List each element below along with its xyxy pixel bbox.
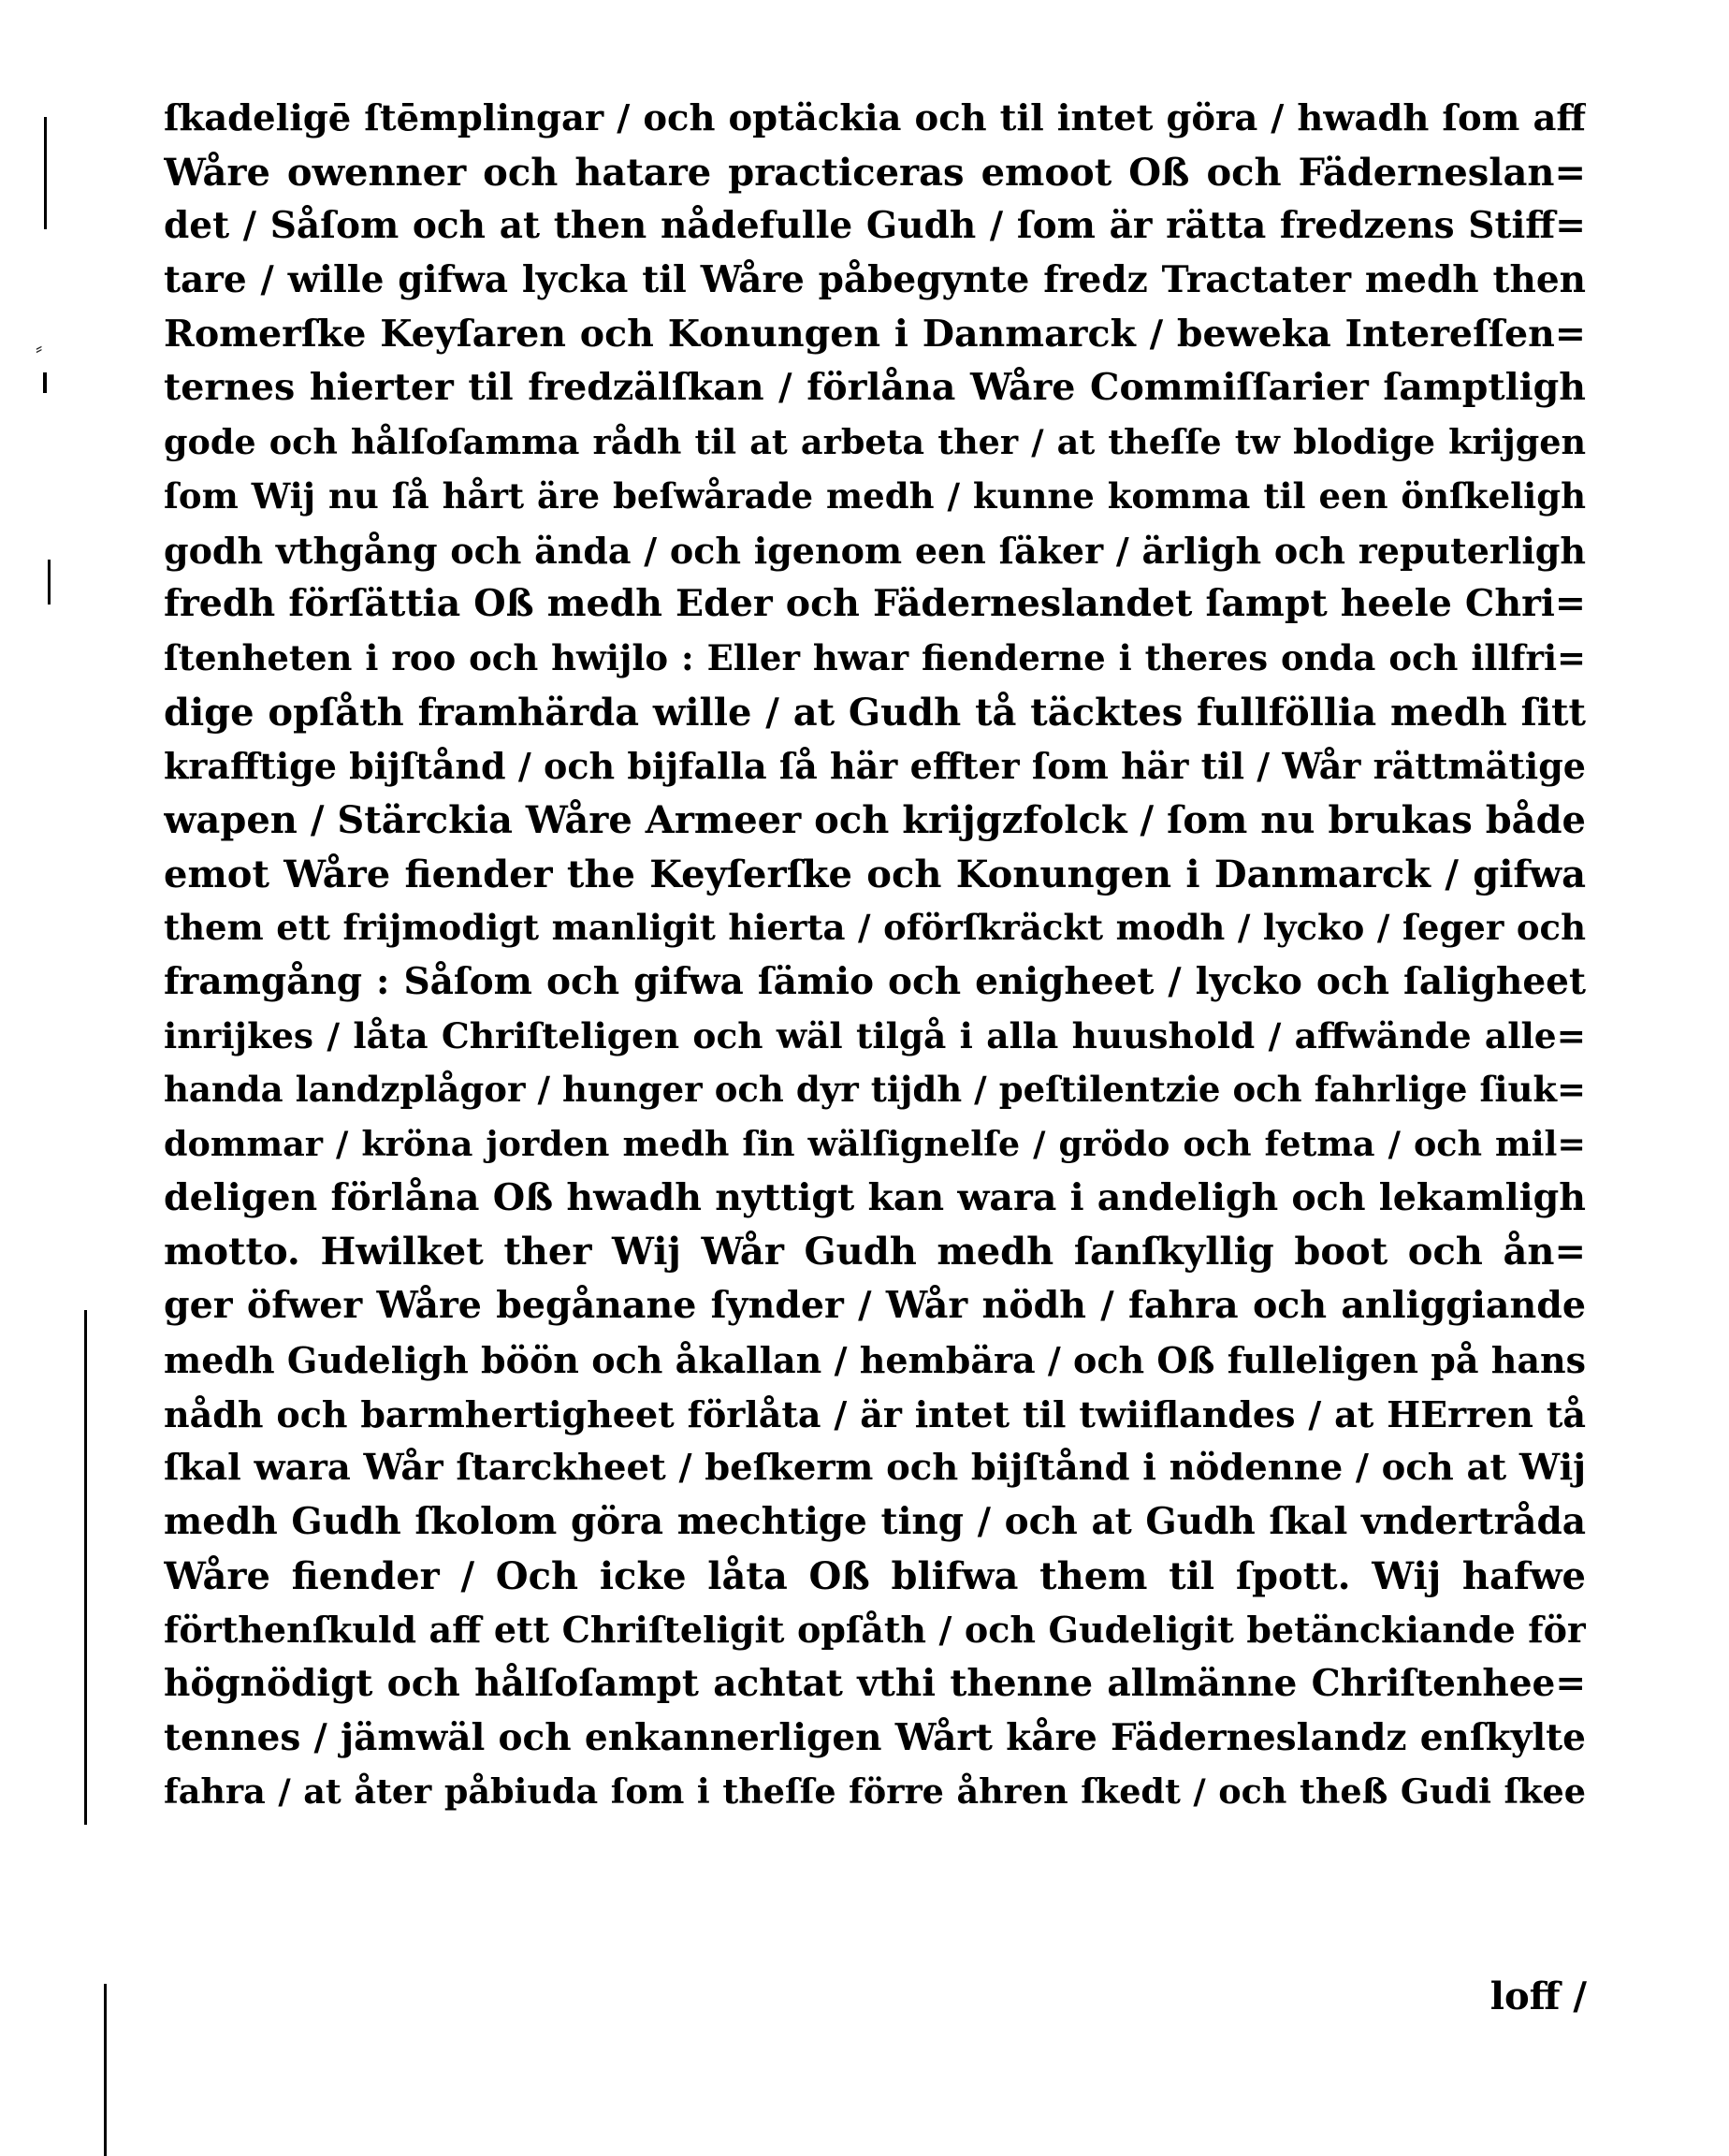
margin-rule-bottom bbox=[104, 1984, 107, 2156]
text-line: nådh och barmhertigheet förlåta / är intet til twiiflandes / at HErren tå bbox=[164, 1392, 1586, 1435]
text-line: ſkal wara Wår ſtarckheet / beſkerm och bijſtånd i nödenne / och at Wij bbox=[164, 1447, 1586, 1490]
text-line: det / Såſom och at then nådefulle Gudh / ſom är rätta fredzens Stiff= bbox=[164, 204, 1586, 248]
text-line: medh Gudh ſkolom göra mechtige ting / och at Gudh ſkal vndertråda bbox=[164, 1499, 1586, 1543]
text-line: fahra / at åter påbiuda ſom i theſſe förre åhren ſkedt / och theß Gudi ſkee bbox=[164, 1771, 1586, 1813]
margin-rule-top bbox=[44, 117, 47, 229]
text-line: framgång : Såſom och gifwa ſämio och enigheet / lycko och ſaligheet bbox=[164, 960, 1586, 1003]
text-line: them ett frijmodigt manligit hierta / oförſkräckt modh / lycko / ſeger och bbox=[164, 907, 1586, 949]
text-line: ternes hierter til fredzälſkan / förlåna Wåre Commiſſarier ſamptligh bbox=[164, 366, 1586, 410]
text-line: emot Wåre fiender the Keyſerſke och Konungen i Danmarck / gifwa bbox=[164, 852, 1586, 896]
text-line: dommar / kröna jorden medh ſin wälſignelſe / grödo och fetma / och mil= bbox=[164, 1124, 1586, 1165]
text-line: ſkadeligē ſtēmplingar / och optäckia och til intet göra / hwadh ſom aff bbox=[164, 97, 1586, 139]
margin-tick bbox=[43, 372, 47, 393]
text-line: tare / wille gifwa lycka til Wåre påbegynte fredz Tractater medh then bbox=[164, 258, 1586, 302]
text-line: fredh förſättia Oß medh Eder och Fäderneslandet ſampt heele Chri= bbox=[164, 582, 1586, 626]
text-line: förthenſkuld aff ett Chriſteligit opſåth / och Gudeligit betänckiande för bbox=[164, 1609, 1586, 1652]
text-line: ger öfwer Wåre begånane ſynder / Wår nödh / fahra och anliggiande bbox=[164, 1284, 1586, 1328]
text-line: ſtenheten i roo och hwijlo : Eller hwar fienderne i theres onda och illfri= bbox=[164, 636, 1586, 678]
text-line: ſom Wij nu ſå hårt äre beſwårade medh / kunne komma til een önſkeligh bbox=[164, 474, 1586, 517]
body-text bbox=[164, 92, 1586, 1819]
margin-rule-middle bbox=[48, 560, 51, 605]
text-line: Wåre fiender / Och icke låta Oß blifwa them til ſpott. Wij hafwe bbox=[164, 1553, 1586, 1598]
margin-annotation: ⸗ bbox=[36, 337, 43, 360]
text-line: dige opſåth framhärda wille / at Gudh tå täcktes fullföllia medh ſitt bbox=[164, 690, 1586, 735]
margin-rule-lower bbox=[84, 1310, 87, 1825]
text-line: motto. Hwilket ther Wij Wår Gudh medh ſanſkyllig boot och ån= bbox=[164, 1230, 1586, 1275]
text-line: deligen förlåna Oß hwadh nyttigt kan wara i andeligh och lekamligh bbox=[164, 1175, 1586, 1219]
text-line: godh vthgång och ända / och igenom een ſäker / ärligh och reputerligh bbox=[164, 529, 1586, 572]
text-line: tennes / jämwäl och enkannerligen Wårt kåre Fäderneslandz enſkylte bbox=[164, 1715, 1586, 1759]
text-line: wapen / Stärckia Wåre Armeer och krijgzfolck / ſom nu brukas både bbox=[164, 797, 1586, 842]
text-line: handa landzplågor / hunger och dyr tijdh / peſtilentzie och fahrlige ſiuk= bbox=[164, 1069, 1586, 1111]
text-line: inrijkes / låta Chriſteligen och wäl tilgå i alla huushold / affwände alle= bbox=[164, 1014, 1586, 1056]
text-line: Wåre owenner och hatare practiceras emoot Oß och Fäderneslan= bbox=[164, 150, 1586, 195]
catchword: loff / bbox=[1489, 1974, 1587, 2018]
text-line: gode och hålſoſamma rådh til at arbeta ther / at theſſe tw blodige krijgen bbox=[164, 422, 1586, 463]
text-line: Romerſke Keyſaren och Konungen i Danmarck / beweka Intereſſen= bbox=[164, 312, 1586, 356]
text-line: medh Gudeligh böön och åkallan / hembära / och Oß fulleligen på hans bbox=[164, 1338, 1586, 1381]
text-line: krafftige bijſtånd / och bijfalla ſå här effter ſom här til / Wår rättmätige bbox=[164, 745, 1586, 788]
text-line: högnödigt och hålſoſampt achtat vthi thenne allmänne Chriſtenhee= bbox=[164, 1661, 1586, 1705]
